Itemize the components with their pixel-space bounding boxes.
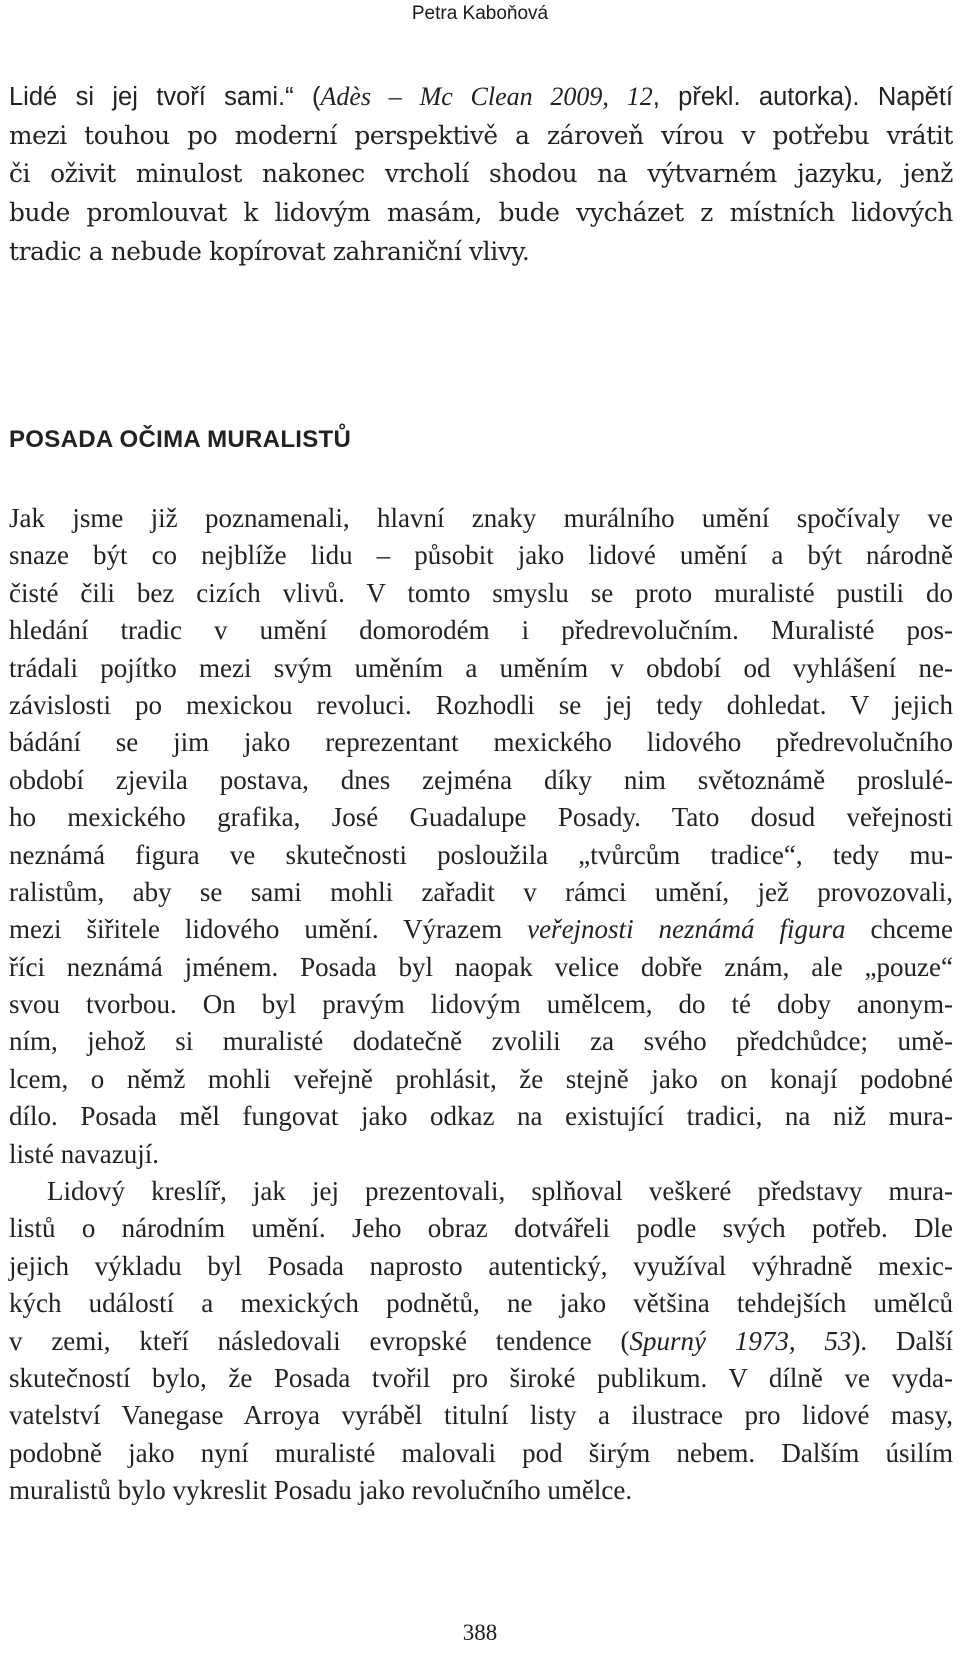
paragraph2-line: vatelství Vanegase Arroya vyráběl titulní listy a ilustrace pro lidové masy, <box>9 1400 953 1431</box>
paragraph1-line: dílo. Posada měl fungovat jako odkaz na existující tradici, na niž mura- <box>9 1101 953 1132</box>
intro-paragraph <box>9 78 953 272</box>
paragraph1-line: ralistům, aby se sami mohli zařadit v rámci umění, jež provozovali, <box>9 876 953 907</box>
paragraph1-line: říci neznámá jménem. Posada byl naopak velice dobře znám, ale „pouze“ <box>9 951 953 982</box>
line-text: chceme <box>845 914 953 945</box>
paragraph1-line: období zjevila postava, dnes zejména díky nim světoznámě proslulé- <box>9 764 953 795</box>
paragraph2-line <box>9 1323 953 1360</box>
paragraph2-line: listů o národním umění. Jeho obraz dotvářeli podle svých potřeb. Dle <box>9 1213 953 1244</box>
line-text: mezi šiřitele lidového umění. Výrazem <box>9 914 528 945</box>
paragraph1-line: ho mexického grafika, José Guadalupe Posady. Tato dosud veřejnosti <box>9 802 953 833</box>
intro-line <box>9 78 953 117</box>
paragraph1-line: snaze být co nejblíže lidu – působit jako lidové umění a být národně <box>9 540 953 571</box>
line-text: ). Další <box>851 1325 953 1356</box>
intro-line: tradic a nebude kopírovat zahraniční vlivy. <box>9 236 530 266</box>
paragraph2-line: skutečností bylo, že Posada tvořil pro široké publikum. V dílně ve vyda- <box>9 1362 953 1393</box>
page-number: 388 <box>462 1620 498 1645</box>
running-head-author: Petra Kaboňová <box>411 3 549 24</box>
paragraph1-line: bádání se jim jako reprezentant mexického lidového předrevolučního <box>9 727 953 758</box>
intro-lead-text: Lidé si jej tvoří sami.“ ( <box>9 83 321 111</box>
paragraph1-line: ním, jehož si muralisté dodatečně zvolili za svého předchůdce; umě- <box>9 1026 953 1057</box>
paragraph1-line: lcem, o němž mohli veřejně prohlásit, že stejně jako on konají podobné <box>9 1063 953 1094</box>
intro-line: mezi touhou po moderní perspektivě a zároveň vírou v potřebu vrátit <box>9 120 953 150</box>
body-text <box>9 500 953 1510</box>
section-heading: POSADA OČIMA MURALISTŮ <box>9 426 352 453</box>
line-text: v zemi, kteří následovali evropské tendence ( <box>9 1325 630 1356</box>
intro-tail-text: , překl. autorka). Napětí <box>652 83 954 111</box>
italic-phrase: veřejnosti neznámá figura <box>527 914 846 945</box>
paragraph1-line: hledání tradic v umění domorodém i předrevolučním. Muralisté pos- <box>9 615 953 646</box>
paragraph1-line: Jak jsme již poznamenali, hlavní znaky murálního umění spočívaly ve <box>9 503 953 533</box>
paragraph1-line: závislosti po mexickou revoluci. Rozhodli se jej tedy dohledat. V jejich <box>9 689 953 720</box>
intro-citation: Adès – Mc Clean 2009, 12 <box>320 82 653 111</box>
intro-line: či oživit minulost nakonec vrcholí shodou na výtvarném jazyku, jenž <box>9 159 953 189</box>
citation: Spurný 1973, 53 <box>629 1325 852 1356</box>
paragraph1-line <box>9 911 953 948</box>
paragraph2-line: Lidový kreslíř, jak jej prezentovali, splňoval veškeré představy mura- <box>47 1176 953 1207</box>
paragraph2-line: jejich výkladu byl Posada naprosto autentický, využíval výhradně mexic- <box>9 1250 953 1281</box>
paragraph1-line: čisté čili bez cizích vlivů. V tomto smyslu se proto muralisté pustili do <box>9 577 953 608</box>
paragraph2-line: kých událostí a mexických podnětů, ne jako většina tehdejších umělců <box>9 1288 953 1319</box>
paragraph1-line: trádali pojítko mezi svým uměním a uměním v období od vyhlášení ne- <box>9 652 953 683</box>
intro-line: bude promlouvat k lidovým masám, bude vycházet z místních lidových <box>9 198 953 228</box>
paragraph2-line: muralistů bylo vykreslit Posadu jako revolučního umělce. <box>9 1475 633 1506</box>
paragraph1-line: listé navazují. <box>9 1138 159 1169</box>
paragraph1-line: svou tvorbou. On byl pravým lidovým umělcem, do té doby anonym- <box>9 989 953 1020</box>
paragraph2-line: podobně jako nyní muralisté malovali pod širým nebem. Dalším úsilím <box>9 1437 953 1468</box>
paragraph1-line: neznámá figura ve skutečnosti posloužila „tvůrcům tradice“, tedy mu- <box>9 839 953 870</box>
